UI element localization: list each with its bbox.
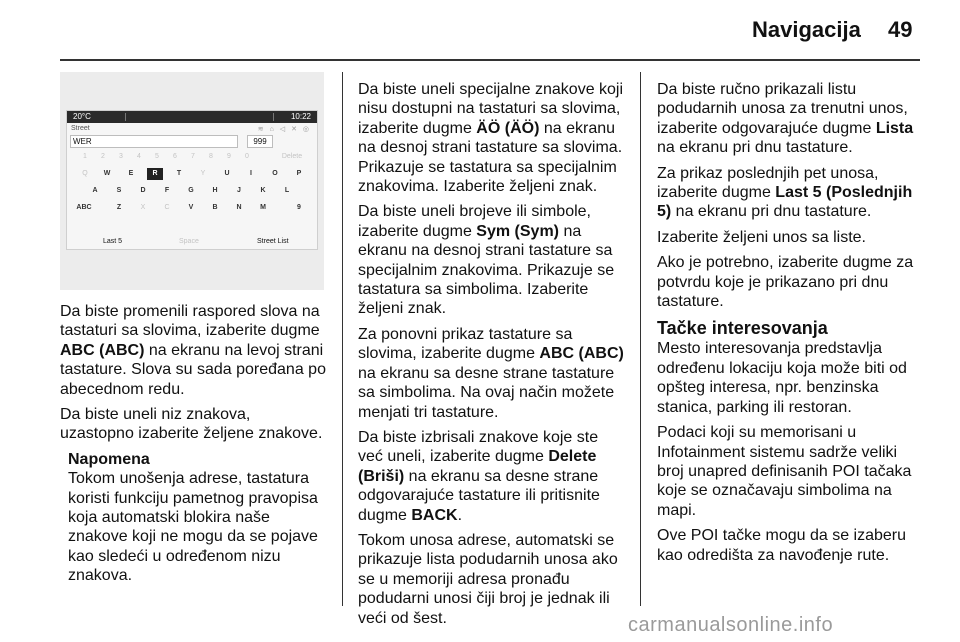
text: na ekranu na desnoj strani tastature sa specijalnim znakovima. Prikazuje se tastatura sa simbolima. Izaberite željeni znak. bbox=[358, 222, 615, 318]
text: . bbox=[457, 506, 463, 524]
match-count: 999 bbox=[247, 135, 273, 148]
key-letter[interactable]: S bbox=[116, 187, 122, 194]
key-letter[interactable]: V bbox=[188, 204, 194, 211]
address-input[interactable]: WER bbox=[70, 135, 238, 148]
field-label: Street bbox=[71, 125, 90, 132]
button-ref: ÄÖ (ÄÖ) bbox=[476, 119, 540, 137]
paragraph bbox=[657, 164, 923, 222]
text: Da biste ručno prikazali listu podudarnih unosa za trenutni unos, izaberite odgovarajuće dugme bbox=[657, 81, 908, 137]
button-ref: Delete (Briši) bbox=[358, 448, 597, 485]
text-column-right bbox=[657, 80, 923, 571]
key-letter[interactable]: U bbox=[224, 170, 230, 177]
paragraph: Izaberite željeni unos sa liste. bbox=[657, 228, 866, 246]
key-letter[interactable]: T bbox=[176, 170, 182, 177]
key-letter[interactable]: K bbox=[260, 187, 266, 194]
paragraph bbox=[358, 80, 624, 196]
text-column-middle bbox=[358, 80, 624, 634]
last5-button[interactable]: Last 5 bbox=[103, 238, 123, 245]
note-text: Tokom unošenja adrese, tastatura koristi funkciju pametnog pravopisa koja automatski blokira naše znakove koji ne mogu da se pojave kao sledeći u određenom nizu znakova. bbox=[68, 470, 318, 585]
key-letter[interactable]: W bbox=[103, 170, 111, 177]
status-icons: ≋ ⌂ ◁ ✕ ◎ bbox=[257, 126, 311, 133]
letter-row-2 bbox=[67, 182, 317, 199]
paragraph bbox=[358, 325, 624, 422]
button-ref: BACK bbox=[411, 506, 458, 524]
button-ref: Lista bbox=[875, 119, 914, 137]
key-letter[interactable]: Y bbox=[200, 170, 206, 177]
key-digit[interactable]: 3 bbox=[119, 153, 123, 160]
column-divider bbox=[640, 72, 641, 606]
page-number: 49 bbox=[888, 17, 913, 42]
temperature-readout: 20°C bbox=[73, 112, 91, 121]
note-title: Napomena bbox=[68, 450, 150, 468]
letter-row-1 bbox=[67, 165, 317, 182]
special-chars-key[interactable]: 9 bbox=[297, 204, 301, 211]
text: Za ponovni prikaz tastature sa slovima, izaberite dugme bbox=[358, 325, 573, 363]
text: na ekranu na levoj strani tastature. Slova su sada poređana po abecednom redu. bbox=[60, 341, 326, 398]
keyboard-screen-figure bbox=[60, 72, 324, 290]
status-separator bbox=[125, 113, 126, 121]
paragraph bbox=[358, 428, 624, 525]
key-letter-selected[interactable]: R bbox=[147, 168, 163, 180]
key-letter[interactable]: A bbox=[92, 187, 98, 194]
delete-key[interactable]: Delete bbox=[281, 153, 303, 160]
key-letter[interactable]: F bbox=[164, 187, 170, 194]
button-ref: ABC (ABC) bbox=[539, 345, 624, 363]
key-digit[interactable]: 4 bbox=[137, 153, 141, 160]
key-letter[interactable]: E bbox=[128, 170, 134, 177]
key-letter[interactable]: G bbox=[188, 187, 194, 194]
button-ref: Sym (Sym) bbox=[476, 222, 559, 240]
key-letter[interactable]: Z bbox=[116, 204, 122, 211]
key-letter[interactable]: Q bbox=[82, 170, 88, 177]
paragraph: Mesto interesovanja predstavlja određenu lokaciju koja može biti od opšteg interesa, npr. benzinska stanica, parking ili restoran. bbox=[657, 340, 907, 416]
space-button[interactable]: Space bbox=[179, 238, 199, 245]
text: Za prikaz poslednjih pet unosa, izaberite dugme bbox=[657, 164, 879, 202]
key-letter[interactable]: L bbox=[284, 187, 290, 194]
key-digit[interactable]: 8 bbox=[209, 153, 213, 160]
note-box bbox=[60, 450, 326, 586]
paragraph: Ako je potrebno, izaberite dugme za potvrdu koje je prikazano pri dnu tastature. bbox=[657, 254, 914, 311]
status-separator bbox=[273, 113, 274, 121]
text: Da biste uneli brojeve ili simbole, izaberite dugme bbox=[358, 203, 591, 240]
text: na ekranu pri dnu tastature. bbox=[657, 139, 853, 157]
paragraph: Tokom unosa adrese, automatski se prikazuje lista podudarnih unosa ako se u memoriji adresa pronađu podudarni unosi čiji broj je jednak ili veći od šest. bbox=[358, 531, 618, 627]
key-letter[interactable]: X bbox=[140, 204, 146, 211]
status-bar bbox=[67, 111, 317, 123]
street-list-button[interactable]: Street List bbox=[257, 238, 289, 245]
key-digit[interactable]: 7 bbox=[191, 153, 195, 160]
paragraph bbox=[657, 80, 923, 158]
key-letter[interactable]: B bbox=[212, 204, 218, 211]
text: na ekranu pri dnu tastature. bbox=[671, 203, 872, 221]
key-letter[interactable]: N bbox=[236, 204, 242, 211]
key-letter[interactable]: J bbox=[237, 187, 241, 194]
digit-row bbox=[67, 148, 317, 165]
keyboard-bottom-bar bbox=[67, 235, 317, 249]
paragraph: Da biste uneli niz znakova, uzastopno izaberite željene znakove. bbox=[60, 406, 323, 443]
text: Da biste izbrisali znakove koje ste već uneli, izaberite dugme bbox=[358, 428, 599, 466]
text: na ekranu sa desne strane tastature sa simbolima. Na ovaj način možete menjati tri tastature. bbox=[358, 364, 615, 421]
text: Da biste promenili raspored slova na tastaturi sa slovima, izaberite dugme bbox=[60, 303, 320, 340]
text: na ekranu sa desne strane odgovarajuće tastature ili pritisnite dugme bbox=[358, 467, 600, 524]
key-letter[interactable]: I bbox=[250, 170, 252, 177]
key-digit[interactable]: 9 bbox=[227, 153, 231, 160]
key-letter[interactable]: H bbox=[212, 187, 218, 194]
text-column-left bbox=[60, 302, 326, 586]
clock-readout: 10:22 bbox=[290, 112, 311, 121]
button-ref: ABC (ABC) bbox=[60, 341, 145, 359]
text: na ekranu na desnoj strani tastature sa slovima. Prikazuje se tastatura sa specijalnim znakovima. Izaberite željeni znak. bbox=[358, 119, 623, 196]
text: Da biste uneli specijalne znakove koji nisu dostupni na tastaturi sa slovima, izaberite dugme bbox=[358, 81, 624, 137]
column-divider bbox=[342, 72, 343, 606]
paragraph: Ove POI tačke mogu da se izaberu kao odredišta za navođenje rute. bbox=[657, 527, 907, 564]
key-digit[interactable]: 6 bbox=[173, 153, 177, 160]
key-digit[interactable]: 0 bbox=[245, 153, 249, 160]
section-heading: Tačke interesovanja bbox=[657, 318, 828, 339]
abc-layout-key[interactable]: ABC bbox=[76, 204, 92, 211]
paragraph bbox=[60, 302, 326, 399]
key-letter[interactable]: O bbox=[272, 170, 278, 177]
paragraph: Podaci koji su memorisani u Infotainment sistemu sadrže veliki broj unapred definisanih POI tačaka koje se označavaju simbolima na mapi. bbox=[657, 424, 912, 519]
watermark-text: carmanualsonline.info bbox=[628, 614, 834, 636]
header-divider bbox=[60, 59, 920, 61]
key-letter[interactable]: D bbox=[140, 187, 146, 194]
key-digit[interactable]: 5 bbox=[155, 153, 159, 160]
key-digit[interactable]: 1 bbox=[83, 153, 87, 160]
page-header-title: Navigacija bbox=[752, 17, 861, 42]
infotainment-screen bbox=[66, 110, 318, 250]
key-letter[interactable]: M bbox=[260, 204, 266, 211]
letter-row-3 bbox=[67, 199, 317, 216]
key-digit[interactable]: 2 bbox=[101, 153, 105, 160]
key-letter[interactable]: P bbox=[296, 170, 302, 177]
key-letter[interactable]: C bbox=[164, 204, 170, 211]
paragraph bbox=[358, 202, 624, 318]
button-ref: Last 5 (Poslednjih 5) bbox=[657, 184, 913, 221]
